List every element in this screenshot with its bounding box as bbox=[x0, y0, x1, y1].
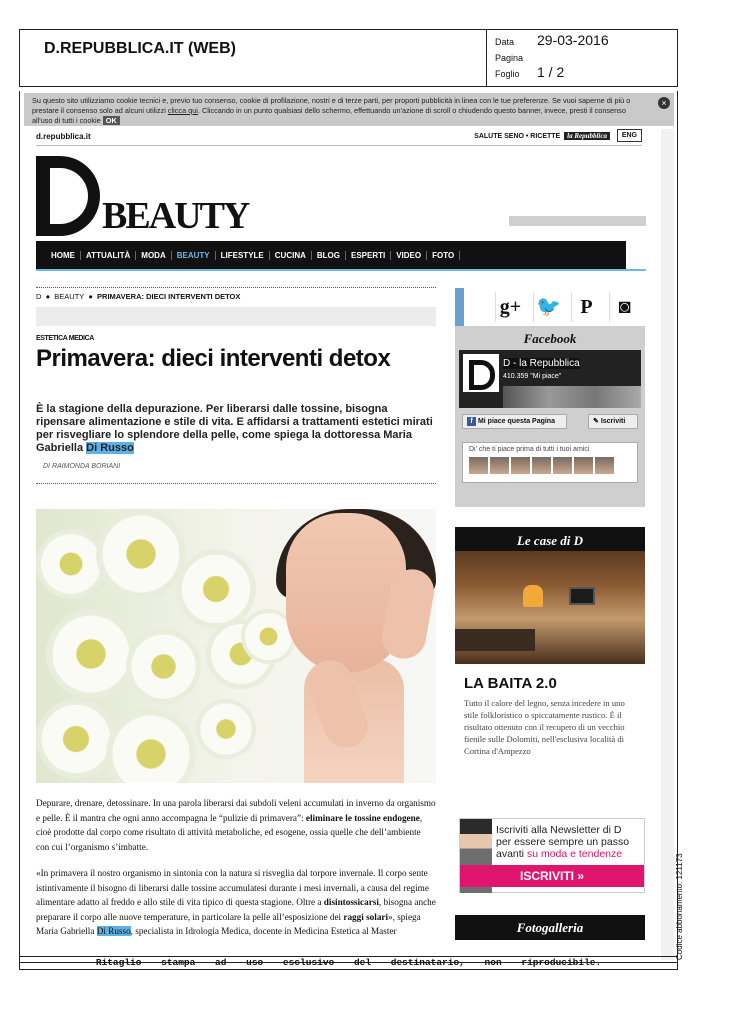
instagram-icon[interactable]: ◙ bbox=[609, 292, 639, 322]
clipping-footer: Ritaglio stampa ad uso esclusivo del destinatario, non riproducibile. bbox=[19, 956, 678, 970]
p2-e: », spiega Maria Gabriella bbox=[36, 911, 421, 936]
nav-item-blog[interactable]: BLOG bbox=[312, 251, 346, 260]
p1-bold: eliminare le tossine endogene bbox=[305, 812, 420, 823]
clipping-header bbox=[19, 29, 678, 87]
newsletter-line-1: Iscriviti alla Newsletter di D bbox=[496, 824, 622, 836]
ad-placeholder bbox=[509, 216, 646, 226]
p2-bold-1: disintossicarsi bbox=[323, 897, 379, 907]
cookie-ok-button[interactable]: OK bbox=[103, 116, 120, 125]
repubblica-logo[interactable]: la Repubblica bbox=[564, 132, 610, 140]
pagina-label: Pagina bbox=[495, 53, 524, 63]
data-value: 29-03-2016 bbox=[537, 32, 609, 48]
nav-item-beauty[interactable]: BEAUTY bbox=[172, 251, 216, 260]
p1-a: Depurare, drenare, detossinare. In una parola liberarsi dai subdoli veleni accumulati in inverno da organismo e pelle. È il mantra che ogni anno accompagna le “pulizie di primavera”: bbox=[36, 798, 436, 823]
divider bbox=[36, 483, 436, 484]
article-paragraph-1 bbox=[36, 796, 436, 854]
p2-c: , bisogna anche preparare il corpo alle nuove temperature, in particolare la pelle all’esposizione dei bbox=[36, 897, 436, 922]
facebook-friends bbox=[462, 442, 638, 483]
d-beauty-logo[interactable] bbox=[36, 156, 266, 236]
subtitle-highlight: Di Russo bbox=[86, 442, 134, 454]
hero-image bbox=[36, 509, 436, 783]
breadcrumb-beauty[interactable]: BEAUTY bbox=[54, 292, 85, 301]
foglio-label: Foglio bbox=[495, 69, 520, 79]
top-links[interactable] bbox=[474, 132, 610, 140]
brand-d: d bbox=[36, 132, 41, 141]
case-title: Le case di D bbox=[516, 533, 584, 548]
cookie-banner bbox=[24, 93, 674, 126]
google-plus-icon[interactable]: g+ bbox=[495, 292, 525, 322]
p2-f: , specialista in Idrologia Medica, docente in Medicina Estetica al Master bbox=[130, 926, 397, 936]
facebook-widget bbox=[455, 326, 645, 507]
foglio-value: 1 / 2 bbox=[537, 64, 565, 80]
newsletter-text bbox=[496, 824, 629, 860]
nav-item-lifestyle[interactable]: LIFESTYLE bbox=[216, 251, 270, 260]
facebook-page-name[interactable]: D - la Repubblica bbox=[503, 358, 580, 369]
p1-c: , cioè prodotte dal corpo come risultato di attività metaboliche, ed esogene, ossia quelle che dell’ambiente con cui l’organismo s’imbatte. bbox=[36, 812, 423, 852]
article-author: DI RAIMONDA BORIANI bbox=[43, 463, 121, 470]
top-bar bbox=[36, 129, 642, 146]
breadcrumb-current: PRIMAVERA: DIECI INTERVENTI DETOX bbox=[97, 292, 241, 301]
language-button[interactable]: ENG bbox=[617, 129, 642, 142]
nav-item-moda[interactable]: MODA bbox=[136, 251, 171, 260]
nav-item-video[interactable]: VIDEO bbox=[391, 251, 427, 260]
top-links-text[interactable]: SALUTE SENO • RICETTE bbox=[474, 133, 561, 140]
p2-highlight: Di Russo bbox=[96, 926, 131, 936]
newsletter-subscribe-button[interactable]: ISCRIVITI » bbox=[460, 865, 644, 887]
logo-word: BEAUTY bbox=[102, 195, 249, 237]
case-di-d-widget[interactable] bbox=[455, 527, 645, 664]
facebook-title: Facebook bbox=[523, 331, 577, 346]
article-subtitle bbox=[36, 403, 436, 455]
like-label: Mi piace questa Pagina bbox=[477, 418, 555, 425]
p2-bold-2: raggi solari bbox=[343, 911, 389, 922]
nav-item-attualità[interactable]: ATTUALITÀ bbox=[81, 251, 136, 260]
cookie-text-2: . Cliccando in un punto qualsiasi dello schermo, effettuando un'azione di scroll o chiudendo questo banner, invece, presti il consenso all'uso di tutti i cookie bbox=[32, 106, 626, 125]
breadcrumb-d[interactable]: D bbox=[36, 292, 42, 301]
case-headline[interactable]: LA BAITA 2.0 bbox=[464, 675, 557, 692]
social-accent bbox=[455, 288, 464, 326]
subscription-code: Codice abbonamento: 121173 bbox=[675, 853, 684, 960]
nav-item-cucina[interactable]: CUCINA bbox=[270, 251, 312, 260]
nav-item-esperti[interactable]: ESPERTI bbox=[346, 251, 391, 260]
newsletter-banner[interactable] bbox=[459, 818, 645, 893]
twitter-icon[interactable]: 🐦 bbox=[533, 292, 563, 322]
d-page-icon bbox=[463, 354, 499, 392]
p2-a: «In primavera il nostro organismo in sintonia con la natura si risveglia dal torpore invernale. Il corpo sente istintivamente il bisogno di liberarsi dalle tossine accumulatesi durante i mesi invernali, a causa del regime alimentare adatto al freddo e allo stile di vita tipico di questa stagione. Oltre a bbox=[36, 868, 429, 907]
main-nav bbox=[36, 241, 626, 269]
facebook-like-button[interactable] bbox=[462, 414, 567, 429]
case-photo[interactable] bbox=[455, 551, 645, 664]
case-text: Tutto il calore del legno, senza incedere in uno stile folkloristico o spiccatamente rustico. È il risultato ottenuto con il recupero di un vecchio fienile sulle Dolomiti, nell'esclusiva località di Cortina d'Ampezzo bbox=[464, 698, 625, 756]
fotogalleria-header[interactable]: Fotogalleria bbox=[455, 915, 645, 940]
friends-text: Di' che ti piace prima di tutti i tuoi amici bbox=[469, 446, 590, 453]
cookie-text: Su questo sito utilizziamo cookie tecnici e, previo tuo consenso, cookie di profilazione, nostri e di terze parti, per proporti pubblicità in linea con le tue preferenze. Se vuoi saperne di più o prestare il consenso solo ad alcuni utilizzi bbox=[32, 96, 631, 115]
scrollbar[interactable] bbox=[661, 129, 674, 960]
newsletter-line-2: per essere sempre un passo bbox=[496, 836, 630, 848]
site-brand[interactable] bbox=[36, 132, 91, 141]
newsletter-line-3a: avanti bbox=[496, 848, 527, 860]
subscribe-label: Iscriviti bbox=[600, 418, 626, 425]
divider bbox=[36, 287, 436, 288]
article-title: Primavera: dieci interventi detox bbox=[36, 345, 391, 372]
close-icon[interactable]: × bbox=[658, 97, 670, 109]
subtitle-text: È la stagione della depurazione. Per liberarsi dalle tossine, bisogna ripensare alimentazione e stile di vita. E affidarsi a trattamenti estetici mirati per risvegliare lo splendore della pelle, come spiega la dottoressa Maria Gabriella bbox=[36, 403, 433, 454]
breadcrumb: D ● BEAUTY ● PRIMAVERA: DIECI INTERVENTI DETOX bbox=[36, 292, 241, 301]
article-paragraph-2 bbox=[36, 866, 436, 939]
article-section[interactable]: ESTETICA MEDICA bbox=[36, 335, 94, 342]
pinterest-icon[interactable]: P bbox=[571, 292, 601, 322]
clipping-source: D.REPUBBLICA.IT (WEB) bbox=[20, 30, 487, 86]
nav-item-home[interactable]: HOME bbox=[46, 251, 81, 260]
facebook-icon: f bbox=[467, 417, 476, 426]
d-logo-mark bbox=[36, 156, 100, 236]
cookie-link[interactable]: clicca qui bbox=[167, 106, 198, 115]
facebook-subscribe-button[interactable]: ✎ Iscriviti bbox=[588, 414, 638, 429]
data-label: Data bbox=[495, 37, 515, 47]
nav-item-foto[interactable]: FOTO bbox=[427, 251, 460, 260]
social-bar bbox=[455, 288, 645, 326]
friends-avatars bbox=[469, 457, 631, 474]
brand-rest: .repubblica.it bbox=[40, 132, 91, 141]
nav-underline bbox=[36, 269, 646, 271]
newsletter-line-3b: su moda e tendenze bbox=[526, 848, 623, 860]
facebook-likes: 410.359 "Mi piace" bbox=[503, 373, 562, 380]
ad-strip bbox=[36, 307, 436, 326]
clipping-meta bbox=[487, 30, 677, 86]
cover-photo bbox=[503, 386, 641, 408]
facebook-page-card[interactable] bbox=[459, 350, 641, 408]
